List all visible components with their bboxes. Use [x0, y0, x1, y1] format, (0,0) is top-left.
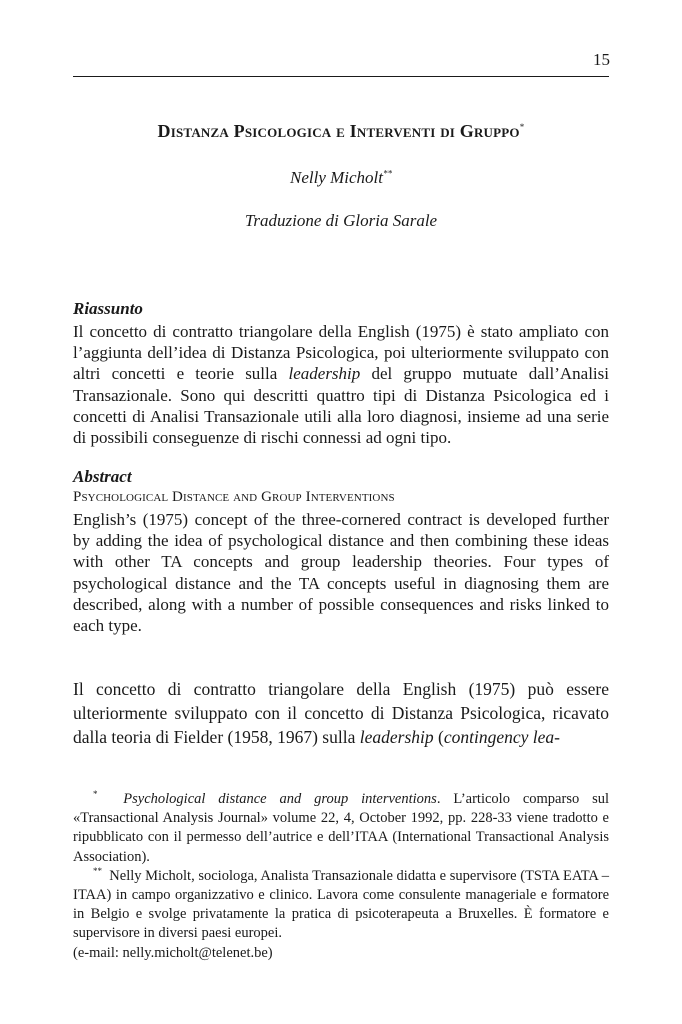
footnote-1-marker: *: [93, 789, 98, 800]
author-footnote-marker: **: [383, 168, 392, 179]
abstract-heading: Abstract: [73, 467, 132, 486]
riassunto-heading: Riassunto: [73, 299, 143, 318]
riassunto-text-part1: Il concetto di contratto triangolare della English (1975) è stato ampliato con l’aggiunta dell’idea di Distanza Psicologica, poi ulteriormente sviluppato con altri concetti e teorie sulla: [73, 322, 609, 384]
header-rule: [73, 76, 609, 77]
footnote-2-text: Nelly Micholt, sociologa, Analista Transazionale didatta e supervisore (TSTA EATA – ITAA) in campo organizzativo e clinico. Lavora come consulente manageriale e formatore in Belgio e svolge privatamente la pratica di psicoterapeuta a Bruxelles. È formatore e supervisore in diversi paesi europei.: [73, 867, 609, 942]
footnote-1-text: . L’articolo comparso sul «Transactional Analysis Journal» volume 22, 4, October 1992, pp. 228-33 viene tradotto e ripubblicato con il permesso dell’autrice e dell’ITAA (International Transactional Analysis Association).: [73, 791, 610, 865]
translator-credit: Traduzione di Gloria Sarale: [244, 211, 438, 230]
abstract-text: English’s (1975) concept of the three-cornered contract is developed further by adding the idea of psychological distance and then combining these ideas with other TA concepts and group leadership theories. Four types of psychological distance and the TA concepts useful in diagnosing them are described, along with a number of possible consequences and risks linked to each type.: [73, 510, 609, 636]
body-text-emphasis: leadership: [359, 727, 434, 747]
riassunto-text-part2: del gruppo mutuate dall’Analisi Transazionale. Sono qui descritti quattro tipi di Distanza Psicologica ed i concetti di Analisi Transazionale utili alla loro diagnosi, insieme ad una serie di possibili conseguenze di rischi connessi ad ogni tipo.: [73, 364, 609, 448]
riassunto-text: [73, 321, 609, 448]
body-text-part2: (: [433, 727, 444, 747]
footnote-1-title: Psychological distance and group interventions: [123, 791, 437, 807]
footnote-email: (e-mail: nelly.micholt@telenet.be): [73, 944, 273, 961]
riassunto-text-emphasis: leadership: [288, 364, 361, 384]
article-title: [73, 121, 609, 142]
body-text-emphasis-2: contingency lea-: [443, 727, 560, 747]
author-name-text: Nelly Micholt: [289, 168, 383, 187]
body-text-part1: Il concetto di contratto triangolare della English (1975) può essere ulteriormente sviluppato con il concetto di Distanza Psicologica, ricavato dalla teoria di Fielder (1958, 1967) sulla: [73, 679, 609, 747]
abstract-subtitle: Psychological Distance and Group Interventions: [73, 489, 395, 505]
body-paragraph: [73, 677, 609, 749]
footnote-1: [73, 790, 609, 867]
title-footnote-marker: *: [519, 122, 525, 132]
page-number: 15: [593, 50, 610, 69]
footnote-2: [73, 867, 609, 944]
footnotes: [73, 790, 609, 963]
footnote-2-marker: **: [93, 865, 102, 876]
article-title-text: Distanza Psicologica e Interventi di Gruppo: [157, 121, 520, 141]
author-name: [73, 168, 609, 188]
